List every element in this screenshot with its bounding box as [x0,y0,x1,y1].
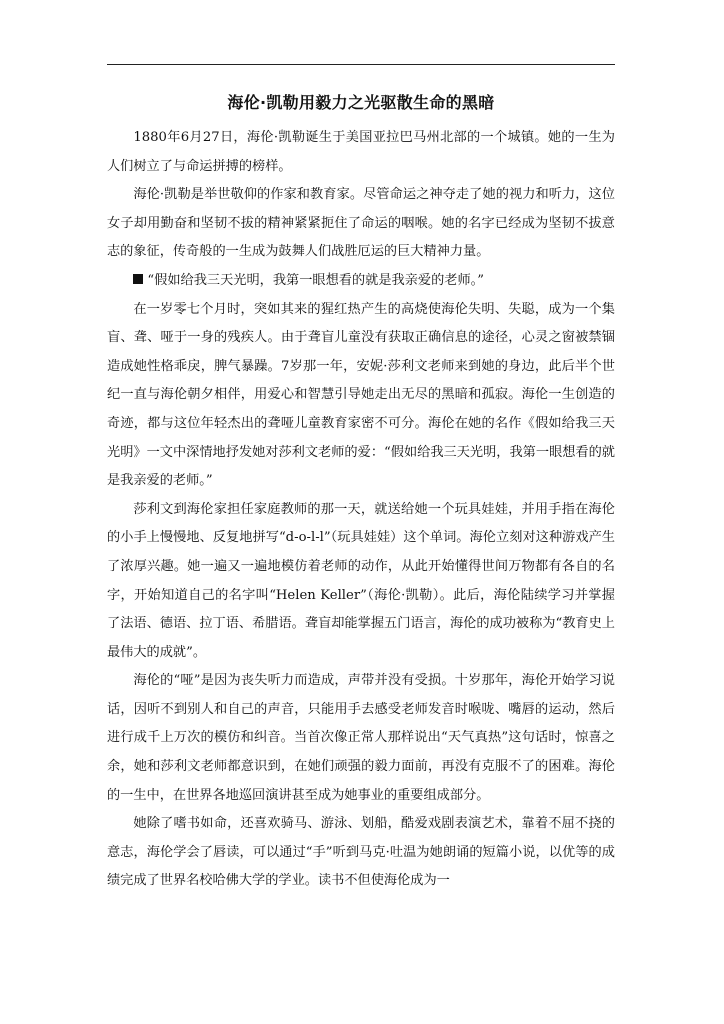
paragraph-learning: 莎利文到海伦家担任家庭教师的那一天，就送给她一个玩具娃娃，并用手指在海伦的小手上慢慢地、反复地拼写“d-o-l-l”（玩具娃娃）这个单词。海伦立刻对这种游戏产生了浓厚兴趣。她一遍又一遍地模仿着老师的动作，从此开始懂得世间万物都有各自的名字，开始知道自己的名字叫“Helen Keller”（海伦·凯勒）。此后，海伦陆续学习并掌握了法语、德语、拉丁语、希腊语。聋盲却能掌握五门语言，海伦的成功被称为“教育史上最伟大的成就”。 [107,501,615,660]
black-square-icon [133,274,143,284]
paragraph-speech: 海伦的“哑”是因为丧失听力而造成，声带并没有受损。十岁那年，海伦开始学习说话，因听不到别人和自己的声音，只能用手去感受老师发音时喉咙、嘴唇的运动，然后进行成千上万次的模仿和纠音。当首次像正常人那样说出“天气真热”这句话时，惊喜之余，她和莎利文老师都意识到，在她们顽强的毅力面前，再没有克服不了的困难。海伦的一生中，在世界各地巡回演讲甚至成为她事业的重要组成部分。 [107,673,615,803]
paragraph-childhood: 在一岁零七个月时，突如其来的猩红热产生的高烧使海伦失明、失聪，成为一个集盲、聋、哑于一身的残疾人。由于聋盲儿童没有获取正确信息的途径，心灵之窗被禁锢造成她性格乖戾，脾气暴躁。7岁那一年，安妮·莎利文老师来到她的身边，此后半个世纪一直与海伦朝夕相伴，用爱心和智慧引导她走出无尽的黑暗和孤寂。海伦一生创造的奇迹，都与这位年轻杰出的聋哑儿童教育家密不可分。海伦在她的名作《假如给我三天光明》一文中深情地抒发她对莎利文老师的爱：“假如给我三天光明，我第一眼想看的就是我亲爱的老师。” [107,301,615,489]
paragraph-summary: 海伦·凯勒是举世敬仰的作家和教育家。尽管命运之神夺走了她的视力和听力，这位女子却用勤奋和坚韧不拔的精神紧紧扼住了命运的咽喉。她的名字已经成为坚韧不拔意志的象征，传奇般的一生成为鼓舞人们战胜厄运的巨大精神力量。 [107,187,615,260]
header-rule [107,64,615,65]
article-body [107,90,615,896]
section-heading-quote [107,267,615,296]
section-heading-quote-text: “假如给我三天光明，我第一眼想看的就是我亲爱的老师。” [147,272,484,288]
paragraph-hobbies: 她除了嗜书如命，还喜欢骑马、游泳、划船，酷爱戏剧表演艺术，靠着不屈不挠的意志，海伦学会了唇读，可以通过“手”听到马克·吐温为她朗诵的短篇小说，以优等的成绩完成了世界名校哈佛大学的学业。读书不但使海伦成为一 [107,816,615,889]
paragraph-intro: 1880年6月27日，海伦·凯勒诞生于美国亚拉巴马州北部的一个城镇。她的一生为人们树立了与命运拼搏的榜样。 [107,130,615,174]
article-title: 海伦·凯勒用毅力之光驱散生命的黑暗 [227,93,495,112]
